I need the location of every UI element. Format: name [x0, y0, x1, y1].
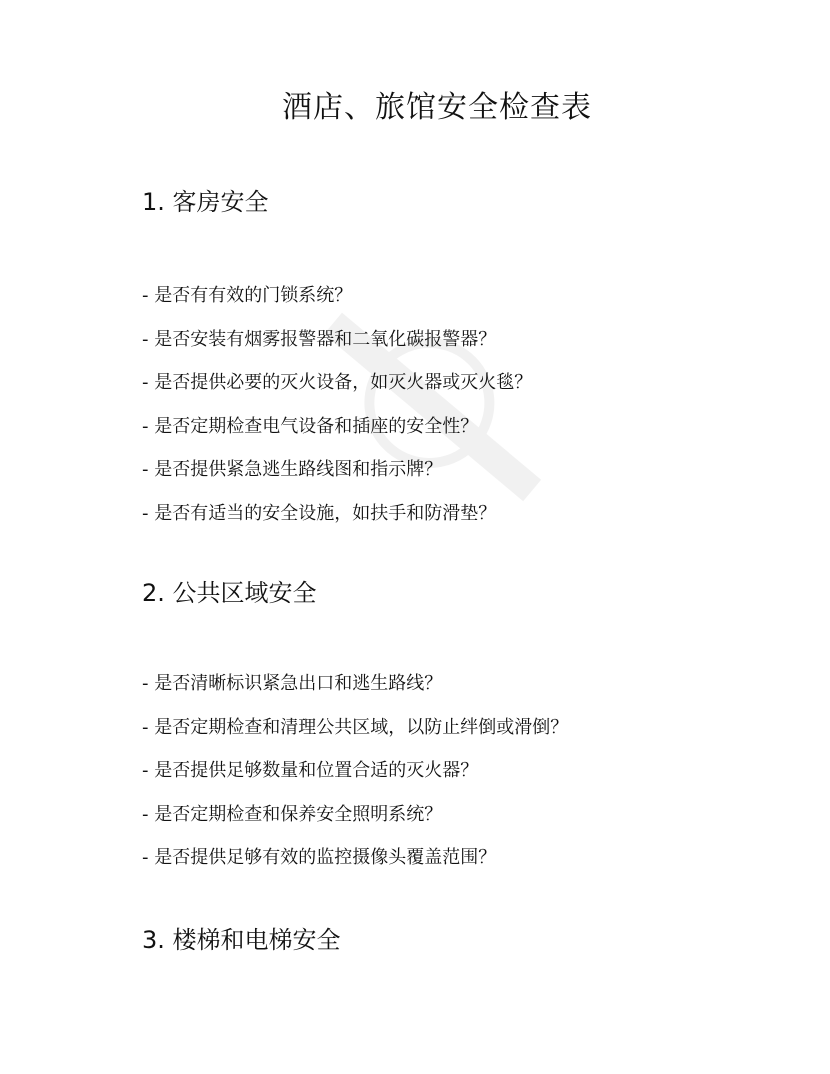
list-item: - 是否清晰标识紧急出口和逃生路线？	[142, 673, 443, 694]
list-item: - 是否提供足够数量和位置合适的灭火器？	[142, 760, 479, 781]
list-item: - 是否提供紧急逃生路线图和指示牌？	[142, 459, 443, 480]
list-item: - 是否有适当的安全设施，如扶手和防滑垫？	[142, 502, 497, 524]
section-heading-public-area-safety: 2. 公共区域安全	[142, 579, 317, 607]
list-item: - 是否提供足够有效的监控摄像头覆盖范围？	[142, 847, 497, 868]
list-item: - 是否安装有烟雾报警器和二氧化碳报警器？	[142, 328, 497, 350]
section-heading-room-safety: 1. 客房安全	[142, 188, 269, 216]
page-title: 酒店、旅馆安全检查表	[282, 90, 592, 125]
section-list-room-safety	[142, 274, 532, 535]
list-item: - 是否定期检查和保养安全照明系统？	[142, 803, 443, 825]
section-list-public-area-safety	[142, 662, 568, 880]
list-item: - 是否定期检查和清理公共区域，以防止绊倒或滑倒？	[142, 716, 569, 738]
section-heading-stairs-elevator-safety: 3. 楼梯和电梯安全	[142, 926, 341, 954]
list-item: - 是否定期检查电气设备和插座的安全性？	[142, 415, 479, 437]
list-item: - 是否提供必要的灭火设备，如灭火器或灭火毯？	[142, 372, 533, 393]
list-item: - 是否有有效的门锁系统？	[142, 285, 353, 306]
